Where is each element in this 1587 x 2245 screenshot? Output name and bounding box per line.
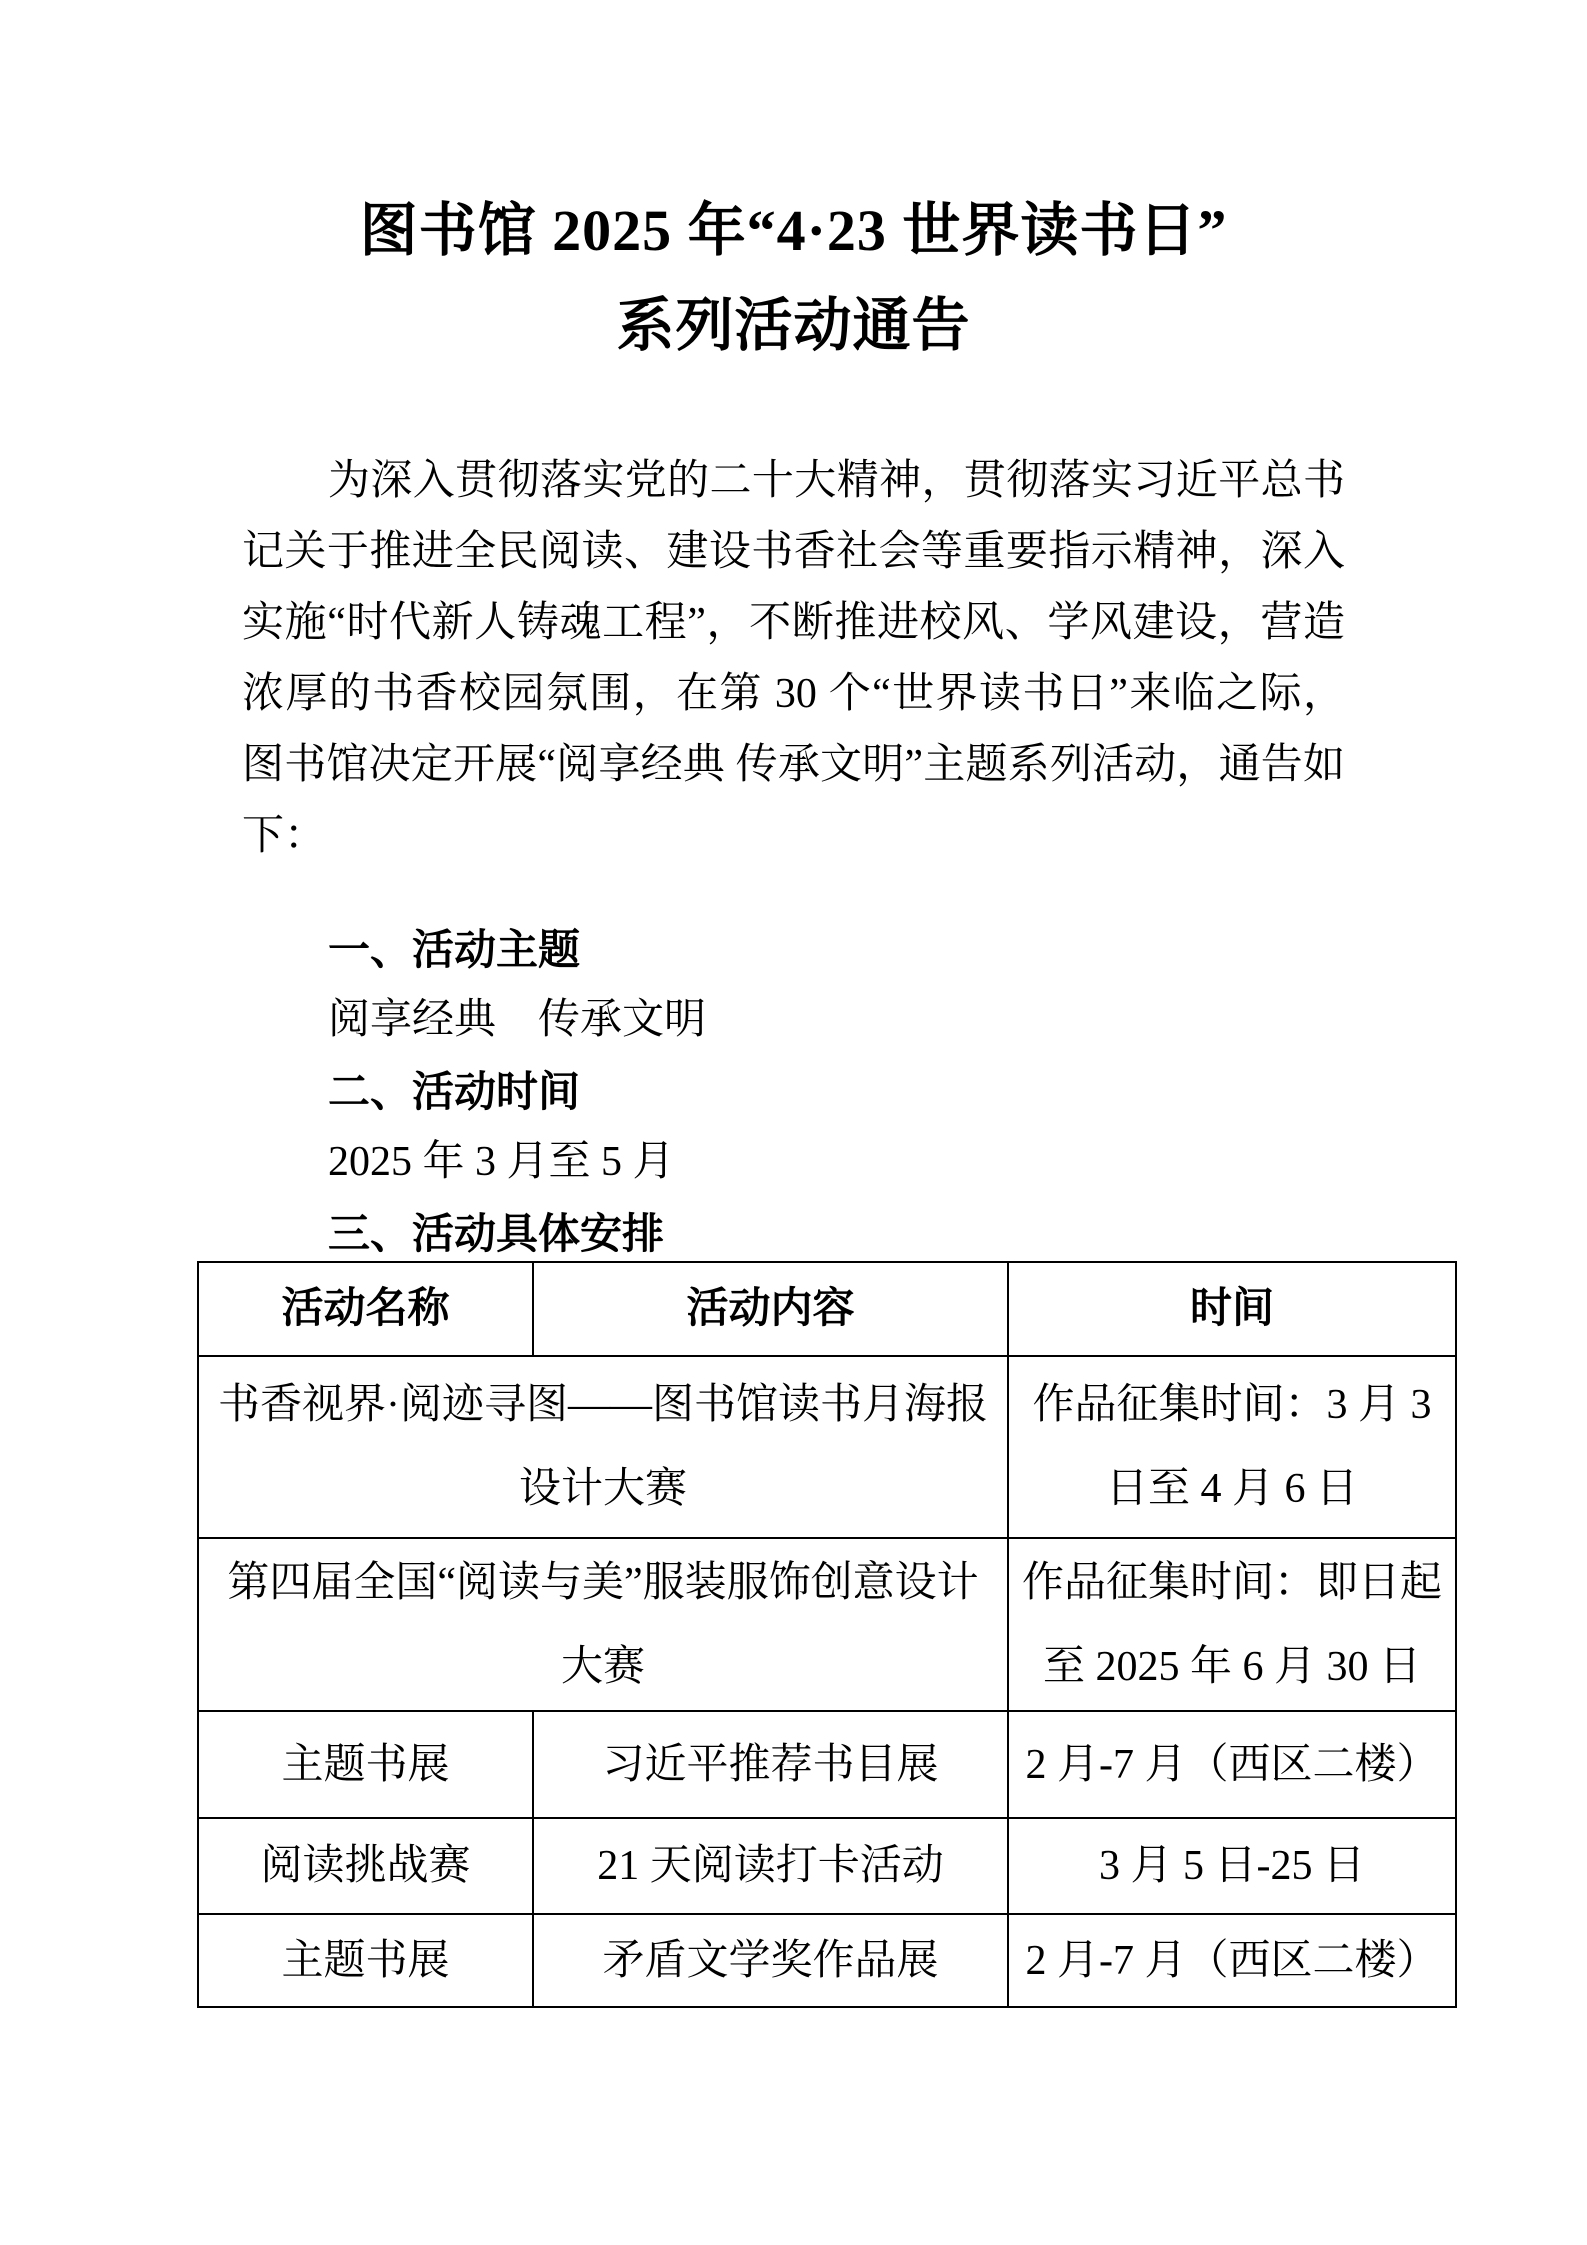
intro-paragraph: 为深入贯彻落实党的二十大精神，贯彻落实习近平总书记关于推进全民阅读、建设书香社会等重要指示精神，深入实施“时代新人铸魂工程”，不断推进校风、学风建设，营造浓厚的书香校园氛围，在第 30 个“世界读书日”来临之际，图书馆决定开展“阅享经典 传承文明”主题系列活动，通告如下： [242, 458, 1345, 859]
section-heading-theme: 一、活动主题 [328, 926, 581, 973]
activity-time-cell: 2 月-7 月（西区二楼） [1008, 1914, 1456, 2007]
activity-content-cell: 习近平推荐书目展 [533, 1711, 1008, 1818]
document-body [218, 446, 1442, 2008]
activity-time-cell: 作品征集时间：3 月 3 日至 4 月 6 日 [1008, 1356, 1456, 1538]
activities-table [197, 1261, 1457, 2008]
section-heading-schedule: 三、活动具体安排 [328, 1210, 665, 1257]
section-heading-time: 二、活动时间 [328, 1068, 581, 1115]
activity-content-cell: 21 天阅读打卡活动 [533, 1818, 1008, 1914]
table-row [198, 1356, 1456, 1538]
title-line-1: 图书馆 2025 年“4·23 世界读书日” [359, 198, 1228, 263]
section-text-time: 2025 年 3 月至 5 月 [328, 1139, 675, 1185]
activity-merged-cell: 书香视界·阅迹寻图——图书馆读书月海报设计大赛 [198, 1356, 1008, 1538]
title-line-2: 系列活动通告 [616, 293, 971, 358]
activity-content-cell: 矛盾文学奖作品展 [533, 1914, 1008, 2007]
activity-name-cell: 主题书展 [198, 1914, 533, 2007]
table-row [198, 1914, 1456, 2007]
activity-time-cell: 2 月-7 月（西区二楼） [1008, 1711, 1456, 1818]
section-text-theme: 阅享经典 传承文明 [328, 997, 707, 1043]
activity-merged-cell: 第四届全国“阅读与美”服装服饰创意设计大赛 [198, 1538, 1008, 1711]
header-activity-name: 活动名称 [198, 1262, 533, 1356]
table-row [198, 1711, 1456, 1818]
activity-name-cell: 主题书展 [198, 1711, 533, 1818]
table-row [198, 1538, 1456, 1711]
header-activity-content: 活动内容 [533, 1262, 1008, 1356]
table-row [198, 1818, 1456, 1914]
header-time: 时间 [1008, 1262, 1456, 1356]
activity-name-cell: 阅读挑战赛 [198, 1818, 533, 1914]
activity-time-cell: 作品征集时间：即日起至 2025 年 6 月 30 日 [1008, 1538, 1456, 1711]
page-title [0, 0, 1587, 373]
activity-time-cell: 3 月 5 日-25 日 [1008, 1818, 1456, 1914]
table-header-row [198, 1262, 1456, 1356]
